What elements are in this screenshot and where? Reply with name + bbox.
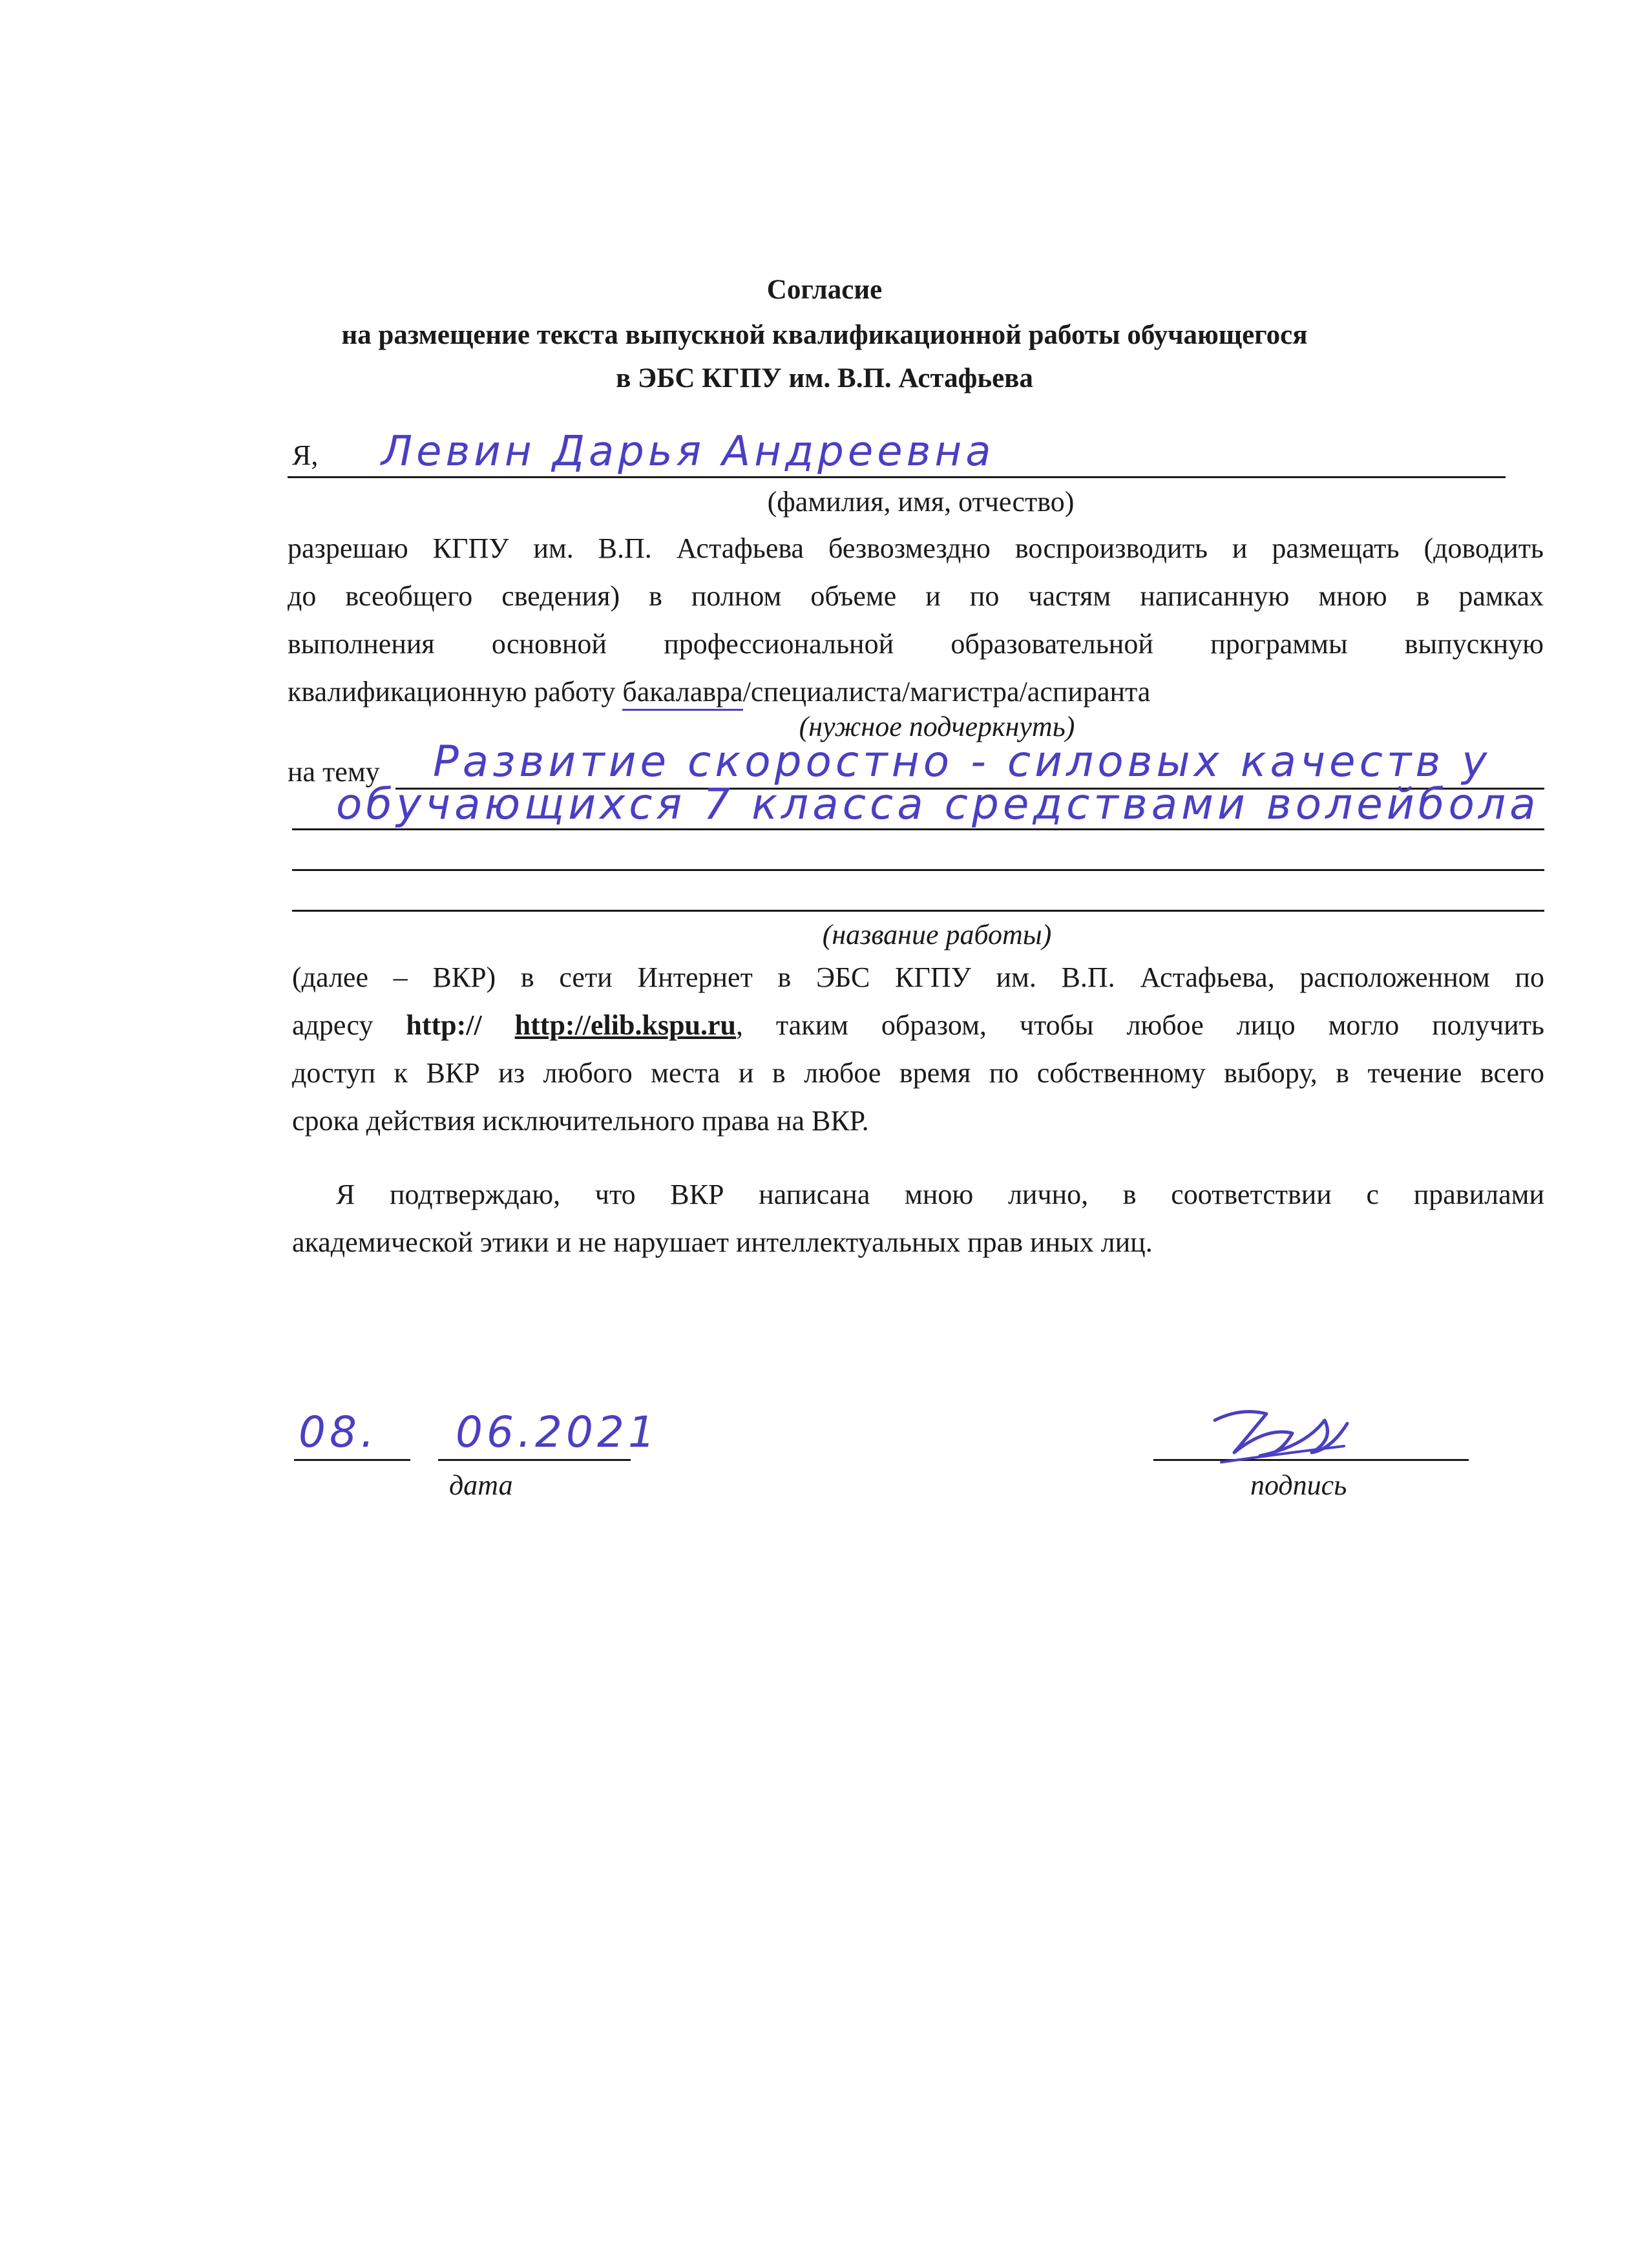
- document-subtitle-institution: в ЭБС КГПУ им. В.П. Астафьева: [616, 363, 1033, 394]
- handwritten-date-day: 08.: [299, 1407, 378, 1457]
- date-line: [438, 1459, 631, 1461]
- degree-text: квалификационную работу: [288, 676, 623, 708]
- name-prefix: Я,: [292, 439, 319, 471]
- topic-caption: (название работы): [822, 919, 1052, 950]
- address-rest: , таким образом, чтобы любое лицо могло получить: [736, 1009, 1544, 1041]
- degree-options: /специалиста/магистра/аспиранта: [742, 676, 1151, 708]
- address-prefix: http://: [406, 1009, 482, 1041]
- handwritten-name: Левин Дарья Андреевна: [381, 428, 995, 476]
- permission-line-3: выполнения основной профессиональной образовательной программы выпускную: [288, 628, 1544, 660]
- topic-prefix: на тему: [288, 756, 380, 788]
- topic-line-3: [292, 869, 1544, 871]
- permission-line-2: до всеобщего сведения) в полном объеме и по частям написанную мною в рамках: [288, 580, 1544, 612]
- date-caption: дата: [449, 1469, 513, 1501]
- confirmation-line-2: академической этики и не нарушает интеллектуальных прав иных лиц.: [292, 1226, 1153, 1258]
- document-subtitle: на размещение текста выпускной квалификационной работы обучающегося: [341, 320, 1308, 350]
- publication-line-4: срока действия исключительного права на ВКР.: [292, 1105, 869, 1137]
- degree-selected: бакалавра: [622, 676, 742, 711]
- address-label: адресу: [292, 1009, 406, 1041]
- degree-caption: (нужное подчеркнуть): [799, 711, 1075, 742]
- publication-line-2: [292, 1002, 1544, 1049]
- name-caption: (фамилия, имя, отчество): [767, 486, 1075, 518]
- publication-line-3: доступ к ВКР из любого места и в любое время по собственному выбору, в течение всего: [292, 1057, 1544, 1089]
- date-day-line: [294, 1459, 410, 1461]
- permission-line-1: разрешаю КГПУ им. В.П. Астафьева безвозмездно воспроизводить и размещать (доводить: [288, 532, 1544, 564]
- handwritten-date-month-year: 06.2021: [456, 1407, 659, 1457]
- document-title: Согласие: [766, 275, 883, 305]
- publication-line-1: (далее – ВКР) в сети Интернет в ЭБС КГПУ им. В.П. Астафьева, расположенном по: [292, 961, 1544, 993]
- handwritten-topic-line-1: Развитие скоростно - силовых качеств у: [433, 737, 1491, 786]
- handwritten-topic-line-2: обучающихся 7 класса средствами волейбола: [336, 779, 1540, 829]
- signature-caption: подпись: [1250, 1469, 1347, 1501]
- elib-link[interactable]: http://elib.kspu.ru: [514, 1009, 737, 1041]
- confirmation-line-1: Я подтверждаю, что ВКР написана мною лично, в соответствии с правилами: [336, 1179, 1544, 1210]
